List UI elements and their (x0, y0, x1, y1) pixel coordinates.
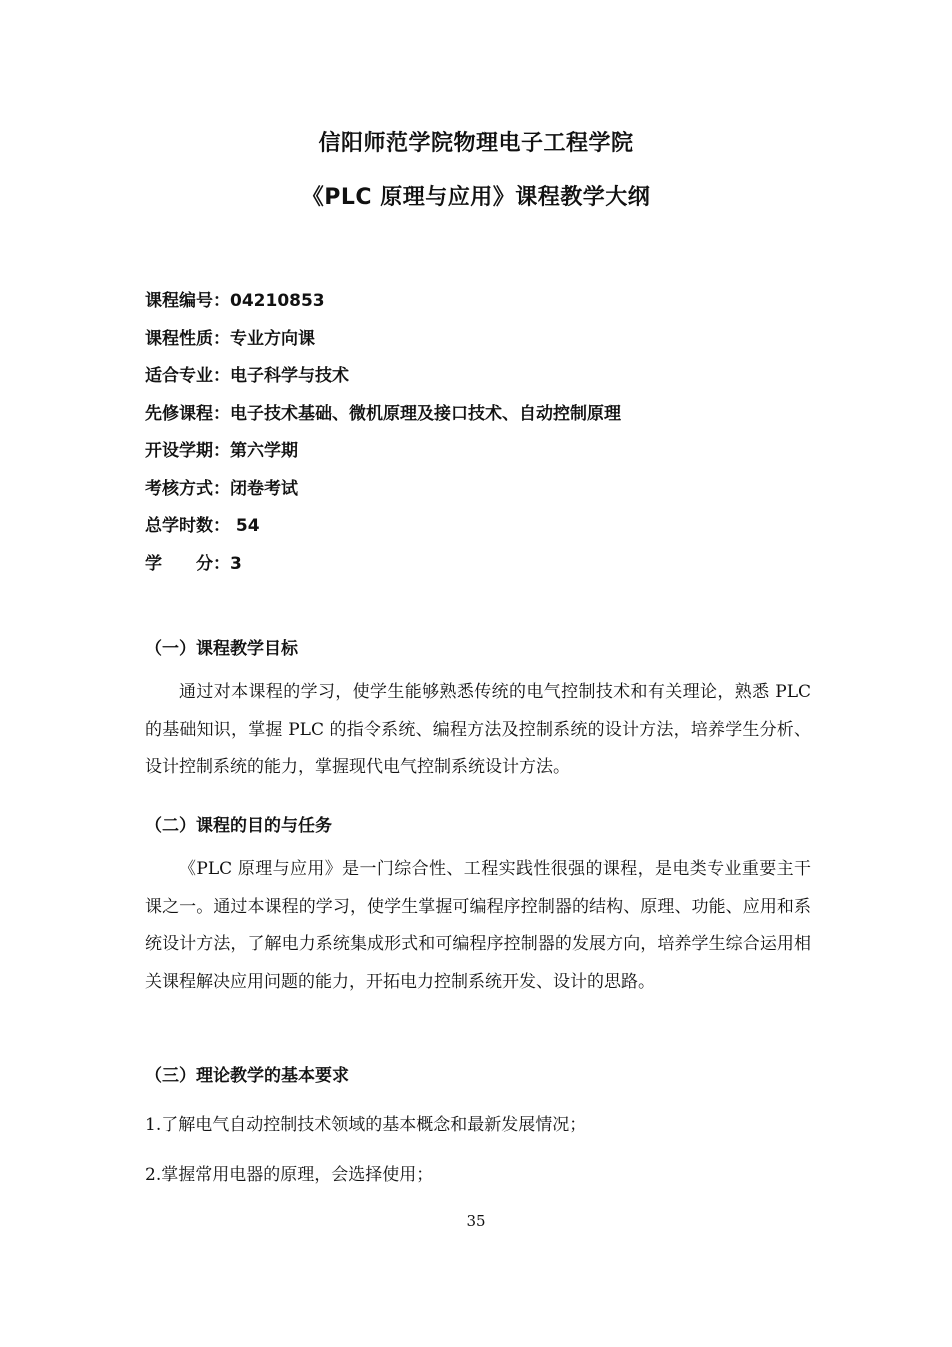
course-info-label: 学 分： (145, 553, 230, 574)
course-info-item (145, 326, 621, 364)
course-info-item (145, 476, 621, 514)
section-paragraph: 《PLC 原理与应用》是一门综合性、工程实践性很强的课程，是电类专业重要主干课之一。通过本课程的学习，使学生掌握可编程序控制器的结构、原理、功能、应用和系统设计方法，了解电力系统集成形式和可编程序控制器的发展方向，培养学生综合运用相关课程解决应用问题的能力，开拓电力控制系统开发、设计的思路。 (145, 859, 811, 992)
course-info-value: 专业方向课 (230, 328, 315, 349)
institution-title: 信阳师范学院物理电子工程学院 (318, 131, 634, 156)
page-number: 35 (466, 1212, 486, 1230)
course-info-item (145, 551, 621, 589)
course-info-item (145, 288, 621, 326)
course-info-label: 课程性质： (145, 328, 230, 349)
course-info-value: 电子技术基础、微机原理及接口技术、自动控制原理 (230, 403, 621, 424)
course-info-label: 考核方式： (145, 478, 230, 499)
section-heading: （三）理论教学的基本要求 (145, 1066, 349, 1086)
course-info-value: 第六学期 (230, 441, 298, 461)
list-item: 2.掌握常用电器的原理，会选择使用； (145, 1165, 434, 1185)
section-paragraph: 通过对本课程的学习，使学生能够熟悉传统的电气控制技术和有关理论，熟悉 PLC 的基础知识，掌握 PLC 的指令系统、编程方法及控制系统的设计方法，培养学生分析、设计控制系统的能力，掌握现代电气控制系统设计方法。 (145, 682, 811, 777)
course-info-label: 开设学期： (145, 441, 230, 461)
list-item: 1.了解电气自动控制技术领域的基本概念和最新发展情况； (145, 1115, 587, 1135)
course-info-value: 电子科学与技术 (230, 366, 349, 386)
section-heading: （一）课程教学目标 (145, 639, 298, 659)
course-info-value: 3 (230, 553, 242, 574)
course-info-list (145, 288, 621, 588)
course-info-item (145, 438, 621, 476)
course-info-value: 闭卷考试 (230, 478, 298, 499)
course-info-label: 课程编号： (145, 291, 230, 311)
course-info-item (145, 401, 621, 439)
course-info-value: 54 (230, 516, 260, 536)
course-info-item (145, 363, 621, 401)
course-info-value: 04210853 (230, 291, 325, 311)
syllabus-title: 《PLC 原理与应用》课程教学大纲 (301, 185, 651, 210)
course-info-label: 先修课程： (145, 403, 230, 424)
section-heading: （二）课程的目的与任务 (145, 816, 332, 836)
course-info-item (145, 513, 621, 551)
course-info-label: 适合专业： (145, 366, 230, 386)
course-info-label: 总学时数： (145, 516, 230, 536)
